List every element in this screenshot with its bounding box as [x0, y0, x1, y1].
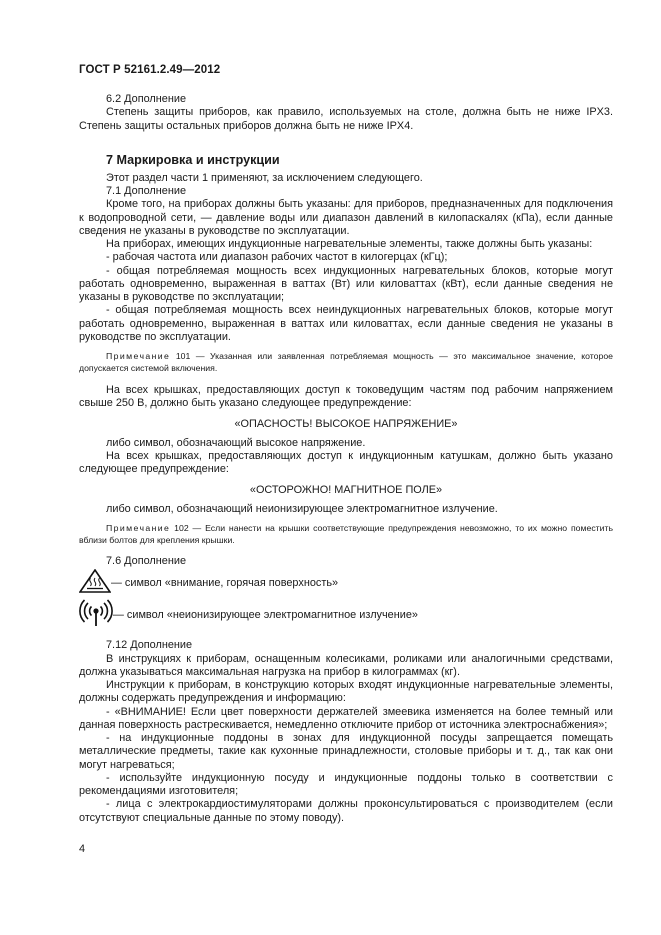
list-item: - лица с электрокардиостимуляторами должны проконсультироваться с производителем (если отсутствуют специальные данные по этому поводу). [79, 798, 613, 824]
list-item: - общая потребляемая мощность всех неиндукционных нагревательных блоков, которые могут работать одновременно, выраженная в ваттах или киловаттах, если данные сведения не указаны в руководстве по эксплуатации. [79, 304, 613, 343]
paragraph: Кроме того, на приборах должны быть указаны: для приборов, предназначенных для подключения к водопроводной сети, — давление воды или диапазон давлений в килопаскалях (кПа), если данные сведения не указаны в руководстве по эксплуатации. [79, 198, 613, 237]
paragraph: В инструкциях к приборам, оснащенным колесиками, роликами или аналогичными средствами, должна указываться максимальная нагрузка на прибор в килограммах (кг). [79, 652, 613, 678]
note-text: 102 — Если нанести на крышки соответствующие предупреждения невозможно, то их можно поместить вблизи болтов для крепления крышки. [79, 523, 613, 545]
clause-6-2-text: Степень защиты приборов, как правило, используемых на столе, должна быть не ниже IPX3. Степень защиты остальных приборов должна быть не ниже IPX4. [79, 106, 613, 132]
note-102 [79, 523, 613, 546]
clause-7-6-title: 7.6 Дополнение [106, 555, 187, 567]
note-label: Примечание [106, 523, 171, 533]
paragraph: либо символ, обозначающий высокое напряжение. [106, 436, 366, 449]
clause-7-1-title: 7.1 Дополнение [106, 185, 187, 197]
paragraph: На всех крышках, предоставляющих доступ к индукционным катушкам, должно быть указано следующее предупреждение: [79, 450, 613, 476]
section-7-intro: Этот раздел части 1 применяют, за исключением следующего. [106, 171, 423, 184]
list-item: - «ВНИМАНИЕ! Если цвет поверхности держателей змеевика изменяется на более темный или данная поверхность растрескивается, немедленно отключите прибор от источника электроснабжения»; [79, 705, 613, 731]
list-item: - рабочая частота или диапазон рабочих частот в килогерцах (кГц); [106, 251, 448, 264]
symbol-hot-surface-caption: — символ «внимание, горячая поверхность» [111, 576, 339, 589]
section-7-title: 7 Маркировка и инструкции [106, 152, 280, 167]
note-101 [79, 351, 613, 374]
hot-surface-icon [79, 569, 111, 597]
symbol-hot-surface-row [79, 568, 613, 598]
warning-high-voltage: «ОПАСНОСТЬ! ВЫСОКОЕ НАПРЯЖЕНИЕ» [234, 417, 458, 430]
non-ionizing-radiation-icon [79, 598, 113, 632]
list-item: - используйте индукционную посуду и индукционные поддоны только в соответствии с рекомендациями изготовителя; [79, 771, 613, 797]
list-item: - на индукционные поддоны в зонах для индукционной посуды запрещается помещать металлические предметы, такие как кухонные принадлежности, столовые приборы и т. д., так как они могут нагреваться; [79, 732, 613, 771]
symbol-radiation-row [79, 598, 613, 632]
page-number: 4 [79, 843, 86, 855]
running-header: ГОСТ Р 52161.2.49—2012 [79, 64, 221, 76]
paragraph: Инструкции к приборам, в конструкцию которых входят индукционные нагревательные элементы, должны содержать предупреждения и информацию: [79, 679, 613, 705]
paragraph: На приборах, имеющих индукционные нагревательные элементы, также должны быть указаны: [106, 238, 593, 250]
note-label: Примечание [106, 351, 171, 361]
clause-6-2-title: 6.2 Дополнение [106, 93, 187, 105]
warning-magnetic-field: «ОСТОРОЖНО! МАГНИТНОЕ ПОЛЕ» [249, 483, 443, 496]
paragraph: либо символ, обозначающий неионизирующее электромагнитное излучение. [106, 502, 498, 515]
note-text: 101 — Указанная или заявленная потребляемая мощность — это максимальное значение, которое допускается системой включения. [79, 351, 613, 373]
list-item: - общая потребляемая мощность всех индукционных нагревательных блоков, которые могут работать одновременно, выраженная в ваттах (Вт) или киловаттах (кВт), если данные сведения не указаны в руководстве по эксплуатации; [79, 264, 613, 303]
page-body [79, 93, 613, 825]
symbol-radiation-caption: — символ «неионизирующее электромагнитное излучение» [113, 608, 418, 621]
paragraph: На всех крышках, предоставляющих доступ к токоведущим частям под рабочим напряжением свыше 250 В, должно быть указано следующее предупреждение: [79, 384, 613, 410]
clause-7-12-title: 7.12 Дополнение [106, 639, 193, 652]
